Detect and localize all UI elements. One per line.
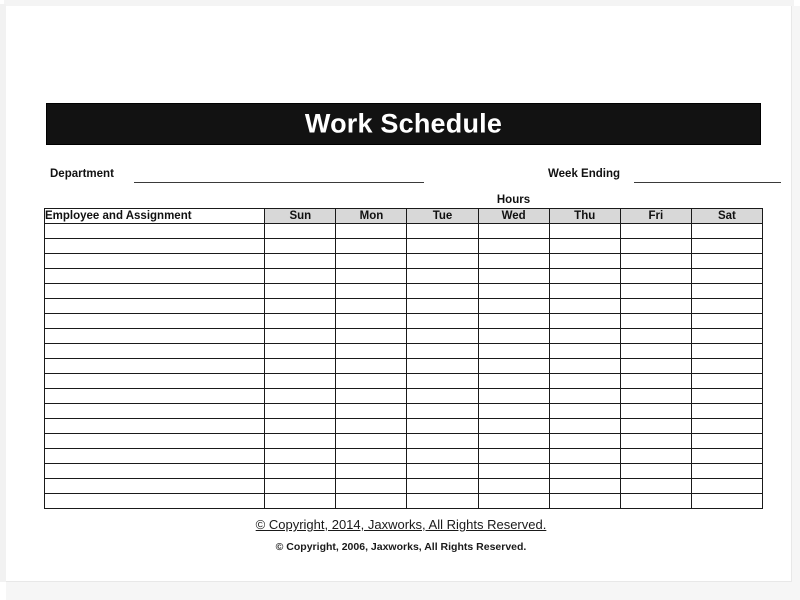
cell-hours-fri[interactable] [620,284,691,299]
cell-hours-thu[interactable] [549,284,620,299]
page-edge-bottom [6,582,800,600]
cell-hours-wed[interactable] [478,434,549,449]
cell-hours-fri[interactable] [620,359,691,374]
cell-hours-thu[interactable] [549,239,620,254]
cell-hours-tue[interactable] [407,344,478,359]
cell-hours-sun[interactable] [265,359,336,374]
cell-hours-sat[interactable] [691,389,762,404]
cell-hours-sun[interactable] [265,434,336,449]
cell-hours-sat[interactable] [691,404,762,419]
table-row[interactable] [45,344,763,359]
cell-hours-sun[interactable] [265,269,336,284]
cell-hours-sat[interactable] [691,434,762,449]
table-row[interactable] [45,404,763,419]
title-bar [46,103,761,145]
cell-hours-sat[interactable] [691,314,762,329]
cell-hours-wed[interactable] [478,449,549,464]
cell-hours-wed[interactable] [478,239,549,254]
cell-hours-thu[interactable] [549,359,620,374]
copyright-primary: © Copyright, 2014, Jaxworks, All Rights Reserved. [255,517,547,532]
cell-hours-fri[interactable] [620,434,691,449]
column-header-mon: Mon [336,209,407,224]
cell-hours-thu[interactable] [549,389,620,404]
cell-hours-tue[interactable] [407,284,478,299]
cell-hours-sat[interactable] [691,419,762,434]
schedule-table [44,208,763,509]
copyright-secondary: © Copyright, 2006, Jaxworks, All Rights Reserved. [275,541,527,553]
cell-hours-fri[interactable] [620,479,691,494]
cell-hours-sat[interactable] [691,224,762,239]
cell-hours-wed[interactable] [478,299,549,314]
table-row[interactable] [45,479,763,494]
cell-hours-wed[interactable] [478,464,549,479]
cell-hours-mon[interactable] [336,389,407,404]
cell-hours-tue[interactable] [407,374,478,389]
cell-hours-fri[interactable] [620,494,691,509]
cell-hours-tue[interactable] [407,494,478,509]
cell-hours-thu[interactable] [549,419,620,434]
cell-hours-sat[interactable] [691,329,762,344]
cell-employee-assignment[interactable] [45,284,265,299]
cell-hours-tue[interactable] [407,329,478,344]
cell-employee-assignment[interactable] [45,359,265,374]
cell-hours-sat[interactable] [691,239,762,254]
cell-hours-mon[interactable] [336,479,407,494]
cell-hours-mon[interactable] [336,254,407,269]
cell-hours-tue[interactable] [407,269,478,284]
cell-hours-thu[interactable] [549,434,620,449]
cell-hours-mon[interactable] [336,224,407,239]
cell-employee-assignment[interactable] [45,269,265,284]
cell-hours-mon[interactable] [336,434,407,449]
cell-hours-sat[interactable] [691,359,762,374]
cell-hours-wed[interactable] [478,224,549,239]
cell-hours-thu[interactable] [549,449,620,464]
cell-hours-fri[interactable] [620,329,691,344]
cell-employee-assignment[interactable] [45,464,265,479]
cell-hours-sun[interactable] [265,389,336,404]
page-title: Work Schedule [304,108,503,139]
page-sheet [6,6,792,582]
cell-hours-sun[interactable] [265,284,336,299]
cell-hours-sun[interactable] [265,404,336,419]
cell-employee-assignment[interactable] [45,449,265,464]
department-label: Department [50,168,114,180]
table-row[interactable] [45,449,763,464]
table-header-row [45,209,763,224]
cell-hours-thu[interactable] [549,494,620,509]
cell-hours-fri[interactable] [620,269,691,284]
table-row[interactable] [45,374,763,389]
cell-hours-mon[interactable] [336,359,407,374]
cell-hours-thu[interactable] [549,314,620,329]
cell-hours-mon[interactable] [336,269,407,284]
cell-hours-tue[interactable] [407,404,478,419]
cell-employee-assignment[interactable] [45,404,265,419]
cell-hours-wed[interactable] [478,494,549,509]
cell-hours-wed[interactable] [478,374,549,389]
cell-employee-assignment[interactable] [45,299,265,314]
cell-hours-sat[interactable] [691,254,762,269]
week-ending-label: Week Ending [548,168,620,180]
cell-hours-sat[interactable] [691,284,762,299]
cell-hours-sat[interactable] [691,269,762,284]
cell-hours-mon[interactable] [336,419,407,434]
cell-hours-sat[interactable] [691,299,762,314]
table-row[interactable] [45,254,763,269]
cell-employee-assignment[interactable] [45,344,265,359]
cell-hours-tue[interactable] [407,224,478,239]
cell-hours-tue[interactable] [407,239,478,254]
table-row[interactable] [45,419,763,434]
cell-hours-tue[interactable] [407,419,478,434]
cell-hours-mon[interactable] [336,449,407,464]
cell-hours-thu[interactable] [549,299,620,314]
cell-hours-fri[interactable] [620,419,691,434]
cell-employee-assignment[interactable] [45,254,265,269]
department-input-rule[interactable] [134,182,424,183]
cell-employee-assignment[interactable] [45,434,265,449]
cell-hours-wed[interactable] [478,389,549,404]
table-row[interactable] [45,314,763,329]
cell-hours-sun[interactable] [265,239,336,254]
cell-hours-tue[interactable] [407,464,478,479]
cell-hours-sun[interactable] [265,479,336,494]
cell-hours-sun[interactable] [265,254,336,269]
cell-hours-fri[interactable] [620,464,691,479]
week-ending-input-rule[interactable] [634,182,781,183]
cell-hours-sun[interactable] [265,374,336,389]
cell-hours-sat[interactable] [691,449,762,464]
cell-hours-sun[interactable] [265,224,336,239]
table-row[interactable] [45,359,763,374]
cell-hours-wed[interactable] [478,419,549,434]
cell-hours-fri[interactable] [620,254,691,269]
table-row[interactable] [45,389,763,404]
cell-employee-assignment[interactable] [45,374,265,389]
cell-hours-wed[interactable] [478,479,549,494]
cell-hours-thu[interactable] [549,269,620,284]
cell-hours-fri[interactable] [620,224,691,239]
cell-hours-tue[interactable] [407,389,478,404]
cell-hours-sat[interactable] [691,344,762,359]
cell-employee-assignment[interactable] [45,314,265,329]
table-row[interactable] [45,269,763,284]
cell-hours-sun[interactable] [265,419,336,434]
cell-hours-sun[interactable] [265,299,336,314]
cell-hours-wed[interactable] [478,404,549,419]
column-header-employee: Employee and Assignment [45,209,265,224]
cell-hours-thu[interactable] [549,254,620,269]
cell-hours-fri[interactable] [620,374,691,389]
table-row[interactable] [45,299,763,314]
table-row[interactable] [45,224,763,239]
cell-hours-wed[interactable] [478,314,549,329]
cell-hours-fri[interactable] [620,344,691,359]
column-header-sat: Sat [691,209,762,224]
cell-hours-mon[interactable] [336,344,407,359]
cell-hours-wed[interactable] [478,359,549,374]
cell-hours-sun[interactable] [265,344,336,359]
cell-hours-wed[interactable] [478,254,549,269]
cell-hours-wed[interactable] [478,344,549,359]
cell-hours-sat[interactable] [691,479,762,494]
cell-hours-thu[interactable] [549,404,620,419]
cell-hours-sun[interactable] [265,314,336,329]
cell-hours-fri[interactable] [620,239,691,254]
cell-hours-sun[interactable] [265,494,336,509]
table-row[interactable] [45,284,763,299]
hours-caption: Hours [496,194,531,206]
cell-hours-mon[interactable] [336,464,407,479]
table-row[interactable] [45,464,763,479]
column-header-wed: Wed [478,209,549,224]
cell-hours-tue[interactable] [407,254,478,269]
cell-hours-sun[interactable] [265,464,336,479]
cell-hours-sat[interactable] [691,374,762,389]
table-row[interactable] [45,434,763,449]
cell-employee-assignment[interactable] [45,224,265,239]
cell-hours-sun[interactable] [265,449,336,464]
cell-hours-mon[interactable] [336,299,407,314]
cell-employee-assignment[interactable] [45,389,265,404]
page-edge-right [791,6,800,596]
cell-hours-fri[interactable] [620,404,691,419]
cell-hours-tue[interactable] [407,479,478,494]
cell-hours-thu[interactable] [549,374,620,389]
cell-hours-tue[interactable] [407,449,478,464]
table-row[interactable] [45,494,763,509]
cell-hours-mon[interactable] [336,404,407,419]
cell-employee-assignment[interactable] [45,494,265,509]
table-row[interactable] [45,239,763,254]
column-header-thu: Thu [549,209,620,224]
cell-employee-assignment[interactable] [45,239,265,254]
column-header-sun: Sun [265,209,336,224]
cell-hours-mon[interactable] [336,374,407,389]
cell-hours-sun[interactable] [265,329,336,344]
cell-hours-tue[interactable] [407,314,478,329]
cell-hours-tue[interactable] [407,434,478,449]
table-row[interactable] [45,329,763,344]
cell-hours-tue[interactable] [407,299,478,314]
cell-hours-fri[interactable] [620,449,691,464]
footer [6,516,796,556]
cell-hours-sat[interactable] [691,494,762,509]
cell-employee-assignment[interactable] [45,479,265,494]
cell-hours-thu[interactable] [549,464,620,479]
form-meta-row [6,166,796,186]
cell-hours-fri[interactable] [620,299,691,314]
cell-employee-assignment[interactable] [45,419,265,434]
column-header-tue: Tue [407,209,478,224]
cell-hours-mon[interactable] [336,284,407,299]
cell-hours-fri[interactable] [620,314,691,329]
cell-hours-wed[interactable] [478,284,549,299]
cell-hours-thu[interactable] [549,479,620,494]
cell-hours-wed[interactable] [478,329,549,344]
cell-hours-fri[interactable] [620,389,691,404]
schedule-table-head [45,209,763,224]
cell-hours-mon[interactable] [336,314,407,329]
column-header-fri: Fri [620,209,691,224]
schedule-table-body [45,224,763,509]
cell-employee-assignment[interactable] [45,329,265,344]
cell-hours-mon[interactable] [336,494,407,509]
cell-hours-wed[interactable] [478,269,549,284]
cell-hours-tue[interactable] [407,359,478,374]
cell-hours-thu[interactable] [549,344,620,359]
cell-hours-sat[interactable] [691,464,762,479]
cell-hours-mon[interactable] [336,239,407,254]
cell-hours-thu[interactable] [549,224,620,239]
cell-hours-thu[interactable] [549,329,620,344]
cell-hours-mon[interactable] [336,329,407,344]
